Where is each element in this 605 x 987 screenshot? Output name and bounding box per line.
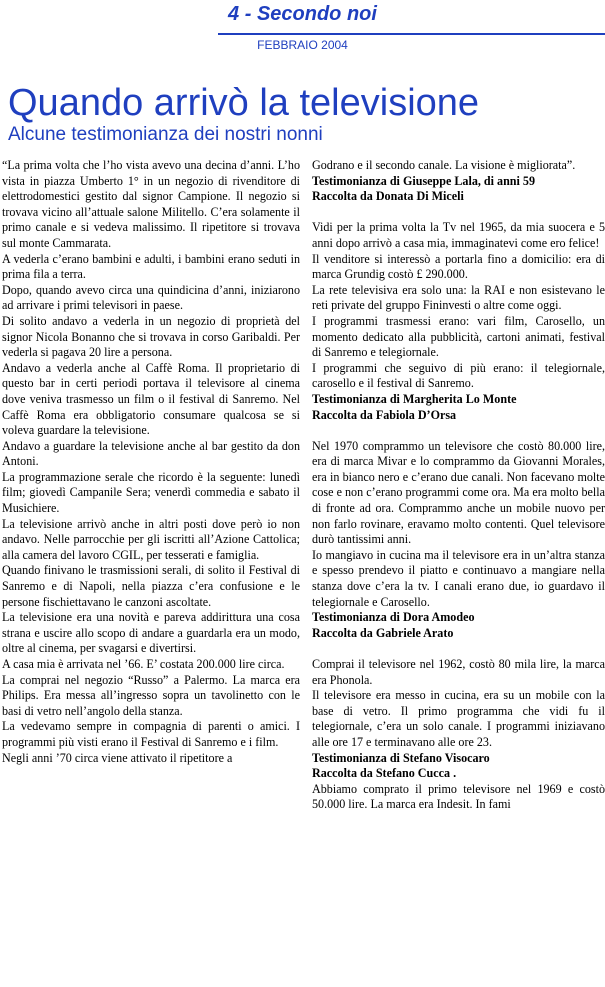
paragraph: “La prima volta che l’ho vista avevo una decina d’anni. L’ho vista in piazza Umberto 1° in un negozio di rivenditore di elettrodomestici gestito dal signor Campione. Il negozio si trovava vicino all’attuale salone Militello. C’era solamente il primo canale e si vedeva malissimo. Il ripetitore si trovava sul monte Cammarata.: [2, 158, 300, 250]
paragraph: I programmi trasmessi erano: vari film, Carosello, un momento dedicato alla pubblicità, cartoni animati, festival di Sanremo e telegiornale.: [312, 313, 605, 360]
article-title: Quando arrivò la televisione: [8, 82, 480, 124]
testimony-heading: Testimonianza di Dora Amodeo: [312, 610, 475, 625]
paragraph: A casa mia è arrivata nel ’66. E’ costata 200.000 lire circa.: [2, 657, 285, 671]
testimony-collector: Raccolta da Stefano Cucca .: [312, 766, 457, 781]
paragraph: Il televisore era messo in cucina, era su un mobile con la base di vetro. Il primo programma che vidi fu il telegiornale, c’era un solo canale. I programmi iniziavano alle ore 17 e terminavano alle ore 23.: [312, 688, 605, 749]
article-subtitle: Alcune testimonianza dei nostri nonni: [8, 124, 323, 145]
right-column: [312, 158, 605, 813]
paragraph: Negli anni ’70 circa viene attivato il ripetitore a: [2, 750, 233, 765]
testimony-collector: Raccolta da Donata Di Miceli: [312, 189, 464, 204]
paragraph: La programmazione serale che ricordo è la seguente: lunedì film; giovedì Campanile Sera; venerdì commedia e sabato il Musichiere.: [2, 469, 300, 516]
testimony-collector: Raccolta da Gabriele Arato: [312, 625, 454, 640]
paragraph: Io mangiavo in cucina ma il televisore era in un’altra stanza e spesso prendevo il piatto e continuavo a mangiare nella stanza dove c’era la tv. I canali erano due, io guardavo il telegiornale e Carosello.: [312, 547, 605, 609]
paragraph: A vederla c’erano bambini e adulti, i bambini erano seduti in prima fila a terra.: [2, 251, 300, 282]
paragraph: Il venditore si interessò a portarla fino a domicilio: era di marca Grundig costò £ 290.000.: [312, 251, 605, 282]
section-header: 4 - Secondo noi: [228, 3, 377, 25]
paragraph: La rete televisiva era solo una: la RAI e non esistevano le reti private del gruppo Fininvesti o altre come oggi.: [312, 282, 605, 313]
paragraph: La televisione arrivò anche in altri posti dove però io non andavo. Nelle parrocchie per gli iscritti all’Azione Cattolica; alla camera del lavoro CGIL, per tesserati e famiglia.: [2, 516, 300, 562]
testimony-heading: Testimonianza di Stefano Visocaro: [312, 750, 490, 765]
paragraph: I programmi che seguivo di più erano: il telegiornale, carosello e il festival di Sanremo.: [312, 360, 605, 391]
testimony-heading: Testimonianza di Giuseppe Lala, di anni 59: [312, 173, 536, 188]
left-column: [0, 158, 300, 766]
paragraph: Nel 1970 comprammo un televisore che costò 80.000 lire, era di marca Mivar e lo comprammo da Giovanni Morales, era in bianco nero e c’erano due canali. Non facevano molte cose e non c’erano programmi come ora. Ma era molto bella di fronte ad ora. Comprammo anche un mobile nuovo per non farlo rovinare, eravamo molto contenti. Quel televisore durò tantissimi anni.: [312, 438, 605, 547]
paragraph: La televisione era una novità e pareva addirittura una cosa strana e uscire allo scopo di andare a guardarla era un modo, oltre al cinema, per svagarsi e divertirsi.: [2, 610, 300, 656]
issue-date: FEBBRAIO 2004: [257, 38, 348, 52]
paragraph: Andavo a vederla anche al Caffè Roma. Il proprietario di questo bar in certi periodi portava il televisore al cinema dove veniva trasmesso un film o il festival di Sanremo. Nel Caffè Roma era obbligatorio consumare qualcosa se si voleva guardare la televisione.: [2, 360, 300, 438]
paragraph: Abbiamo comprato il primo televisore nel 1969 e costò 50.000 lire. La marca era Indesit. In fami: [312, 781, 605, 812]
testimony-collector: Raccolta da Fabiola D’Orsa: [312, 407, 457, 422]
paragraph: Godrano e il secondo canale. La visione è migliorata”.: [312, 158, 576, 172]
spacer: [312, 641, 605, 657]
paragraph: Vidi per la prima volta la Tv nel 1965, da mia suocera e 5 anni dopo arrivò a casa mia, immaginatevi come ero felice!: [312, 220, 605, 250]
paragraph: Dopo, quando avevo circa una quindicina d’anni, iniziarono ad arrivare i primi televisori in paese.: [2, 282, 300, 313]
header-divider: [218, 33, 605, 35]
paragraph: Di solito andavo a vederla in un negozio di proprietà del signor Nicola Bonanno che si trovava in corso Garibaldi. Per vederla si pagava 20 lire a persona.: [2, 313, 300, 360]
paragraph: Quando finivano le trasmissioni serali, di solito il Festival di Sanremo e di Napoli, nella piazza c’era confusione e le persone fischiettavano le canzoni ascoltate.: [2, 563, 300, 609]
paragraph: Comprai il televisore nel 1962, costò 80 mila lire, la marca era Phonola.: [312, 657, 605, 687]
paragraph: La comprai nel negozio “Russo” a Palermo. La marca era Philips. Era messa all’ingresso sopra un tavolinetto con le basi di vetro nell’angolo della stanza.: [2, 672, 300, 718]
spacer: [312, 205, 605, 221]
paragraph: La vedevamo sempre in compagnia di parenti o amici. I programmi più visti erano il Festival di Sanremo e i film.: [2, 719, 300, 749]
testimony-heading: Testimonianza di Margherita Lo Monte: [312, 391, 517, 406]
paragraph: Andavo a guardare la televisione anche al bar gestito da don Antoni.: [2, 438, 300, 469]
spacer: [312, 423, 605, 439]
